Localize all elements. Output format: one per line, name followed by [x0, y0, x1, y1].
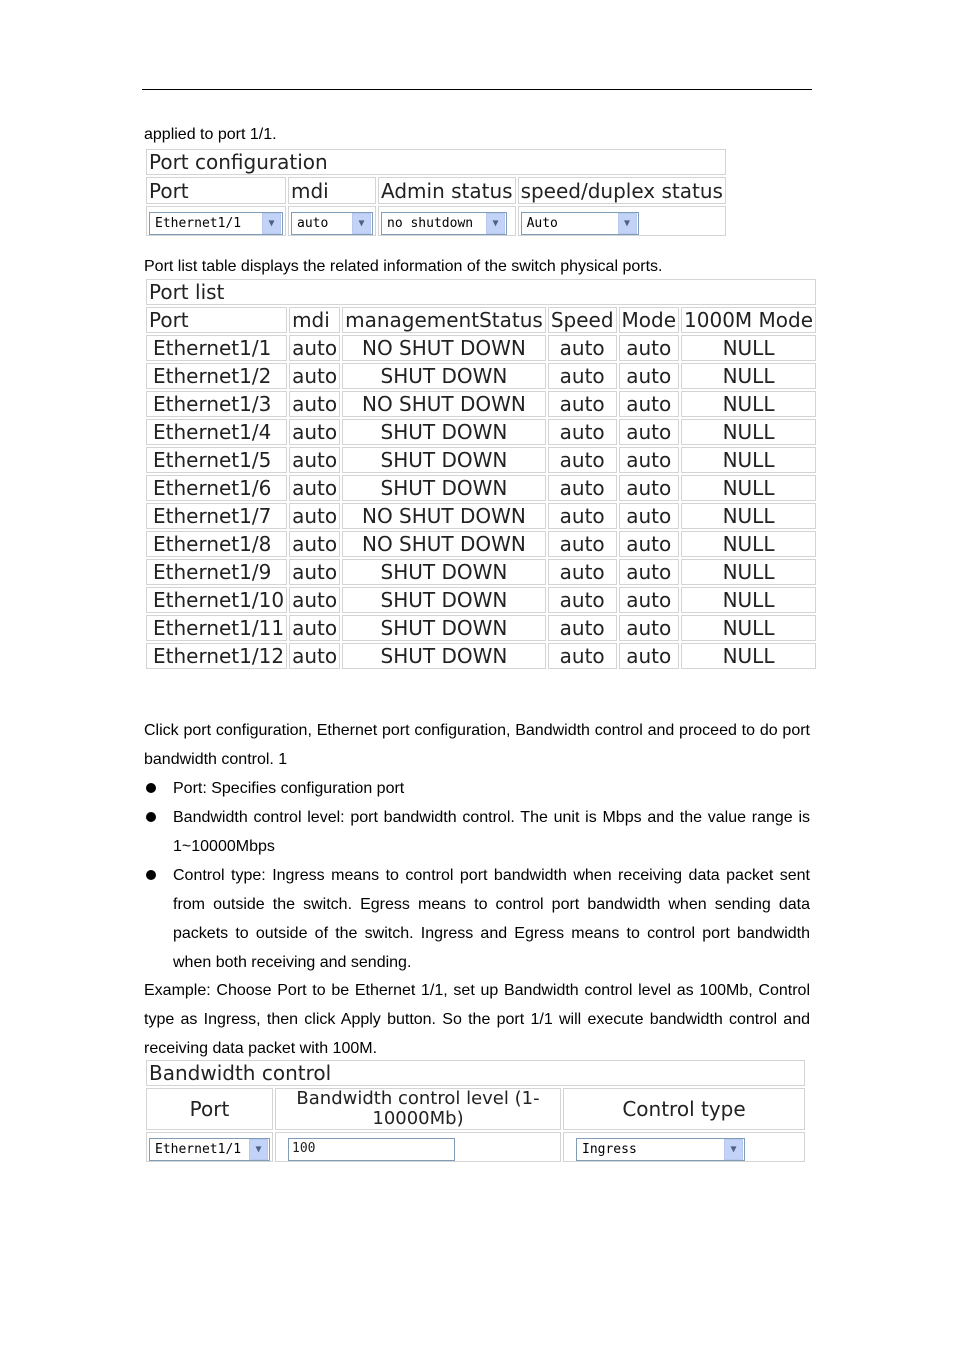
cell-management-status: NO SHUT DOWN	[342, 531, 546, 557]
cell-speed: auto	[548, 419, 617, 445]
cell-port: Ethernet1/4	[146, 419, 287, 445]
cell-port: Ethernet1/10	[146, 587, 287, 613]
table-row	[146, 475, 816, 501]
cell-management-status: SHUT DOWN	[342, 587, 546, 613]
control-type-select[interactable]	[576, 1138, 745, 1161]
cell-management-status: SHUT DOWN	[342, 363, 546, 389]
bullet-icon	[146, 783, 156, 793]
cell-mode: auto	[619, 559, 680, 585]
bandwidth-level-input[interactable]: 100	[288, 1138, 455, 1161]
cell-port: Ethernet1/1	[146, 335, 287, 361]
bandwidth-intro: Click port configuration, Ethernet port configuration, Bandwidth control and proceed to do port bandwidth control. 1	[144, 722, 810, 768]
cell-management-status: SHUT DOWN	[342, 615, 546, 641]
cell-mdi: auto	[289, 447, 340, 473]
chevron-down-icon: ▼	[486, 213, 505, 234]
port-select-value: Ethernet1/1	[155, 215, 242, 231]
port-list-caption: Port list table displays the related information of the switch physical ports.	[144, 258, 663, 275]
bullet-bandwidth-level: Bandwidth control level: port bandwidth control. The unit is Mbps and the value range is 1~10000Mbps	[173, 809, 810, 855]
cell-mode: auto	[619, 419, 680, 445]
port-select[interactable]	[149, 212, 283, 235]
cell-port: Ethernet1/8	[146, 531, 287, 557]
cell-mdi: auto	[289, 559, 340, 585]
cell-speed: auto	[548, 475, 617, 501]
table-row	[146, 391, 816, 417]
cell-mode: auto	[619, 391, 680, 417]
cell-mdi: auto	[289, 615, 340, 641]
cell-management-status: NO SHUT DOWN	[342, 391, 546, 417]
example-paragraph: Example: Choose Port to be Ethernet 1/1, set up Bandwidth control level as 100Mb, Control type as Ingress, then click Apply button. So the port 1/1 will execute bandwidth control and receiving data packet with 100M.	[144, 982, 810, 1057]
cell-mode: auto	[619, 447, 680, 473]
bc-port-select[interactable]	[149, 1138, 270, 1161]
port-list-title: Port list	[146, 279, 816, 305]
pl-header-speed: Speed	[548, 307, 617, 333]
cell-port: Ethernet1/9	[146, 559, 287, 585]
cell-mode: auto	[619, 363, 680, 389]
cell-1000m-mode: NULL	[681, 587, 816, 613]
pl-header-mode: Mode	[619, 307, 680, 333]
cell-port: Ethernet1/2	[146, 363, 287, 389]
table-row	[146, 363, 816, 389]
cell-1000m-mode: NULL	[681, 447, 816, 473]
cell-mdi: auto	[289, 587, 340, 613]
admin-status-select-value: no shutdown	[387, 215, 474, 231]
bc-port-select-value: Ethernet1/1	[155, 1141, 242, 1157]
cell-1000m-mode: NULL	[681, 503, 816, 529]
port-configuration-panel	[144, 147, 727, 238]
cell-port: Ethernet1/7	[146, 503, 287, 529]
cell-port: Ethernet1/6	[146, 475, 287, 501]
cell-speed: auto	[548, 447, 617, 473]
cell-mode: auto	[619, 475, 680, 501]
cell-speed: auto	[548, 531, 617, 557]
control-type-select-value: Ingress	[582, 1141, 637, 1157]
table-row	[146, 615, 816, 641]
cell-mode: auto	[619, 615, 680, 641]
cell-speed: auto	[548, 643, 617, 669]
pc-header-mdi: mdi	[288, 177, 376, 204]
cell-speed: auto	[548, 363, 617, 389]
mdi-select-value: auto	[297, 215, 329, 231]
bullet-control-type: Control type: Ingress means to control port bandwidth when receiving data packet sent from outside the switch. Egress means to control port bandwidth when sending data packets to outside of the switch. Ingress and Egress means to control port bandwidth when both receiving and sending.	[173, 867, 810, 971]
cell-management-status: SHUT DOWN	[342, 559, 546, 585]
table-row	[146, 531, 816, 557]
pc-header-admin: Admin status	[378, 177, 516, 204]
cell-port: Ethernet1/11	[146, 615, 287, 641]
cell-speed: auto	[548, 615, 617, 641]
bandwidth-control-panel	[144, 1058, 807, 1164]
admin-status-select[interactable]	[381, 212, 507, 235]
port-list-panel	[144, 277, 814, 671]
cell-1000m-mode: NULL	[681, 643, 816, 669]
cell-port: Ethernet1/3	[146, 391, 287, 417]
chevron-down-icon: ▼	[618, 213, 637, 234]
header-rule	[142, 89, 812, 90]
bullet-icon	[146, 870, 156, 880]
cell-speed: auto	[548, 391, 617, 417]
pl-header-port: Port	[146, 307, 287, 333]
speed-duplex-select[interactable]	[521, 212, 639, 235]
cell-management-status: SHUT DOWN	[342, 643, 546, 669]
cell-mdi: auto	[289, 419, 340, 445]
cell-management-status: NO SHUT DOWN	[342, 503, 546, 529]
cell-port: Ethernet1/12	[146, 643, 287, 669]
cell-mode: auto	[619, 503, 680, 529]
port-configuration-title: Port configuration	[146, 149, 726, 175]
pl-header-1000m-mode: 1000M Mode	[681, 307, 816, 333]
cell-1000m-mode: NULL	[681, 475, 816, 501]
bc-header-type: Control type	[563, 1088, 805, 1130]
cell-1000m-mode: NULL	[681, 615, 816, 641]
speed-duplex-select-value: Auto	[526, 215, 558, 231]
mdi-select[interactable]	[291, 212, 373, 235]
chevron-down-icon: ▼	[724, 1139, 743, 1160]
table-row	[146, 643, 816, 669]
cell-mode: auto	[619, 531, 680, 557]
cell-1000m-mode: NULL	[681, 559, 816, 585]
cell-1000m-mode: NULL	[681, 335, 816, 361]
intro-line: applied to port 1/1.	[144, 126, 277, 143]
pl-header-mdi: mdi	[289, 307, 340, 333]
chevron-down-icon: ▼	[262, 213, 281, 234]
bc-header-port: Port	[146, 1088, 273, 1130]
cell-port: Ethernet1/5	[146, 447, 287, 473]
cell-management-status: SHUT DOWN	[342, 419, 546, 445]
cell-1000m-mode: NULL	[681, 363, 816, 389]
cell-management-status: SHUT DOWN	[342, 475, 546, 501]
bandwidth-control-title: Bandwidth control	[146, 1060, 805, 1086]
cell-mode: auto	[619, 587, 680, 613]
bullet-icon	[146, 812, 156, 822]
bullet-port: Port: Specifies configuration port	[173, 780, 405, 797]
cell-management-status: NO SHUT DOWN	[342, 335, 546, 361]
cell-speed: auto	[548, 587, 617, 613]
cell-mdi: auto	[289, 643, 340, 669]
pl-header-management-status: managementStatus	[342, 307, 546, 333]
cell-1000m-mode: NULL	[681, 531, 816, 557]
cell-1000m-mode: NULL	[681, 419, 816, 445]
table-row	[146, 503, 816, 529]
cell-mdi: auto	[289, 531, 340, 557]
cell-mdi: auto	[289, 391, 340, 417]
pc-header-speed: speed/duplex status	[518, 177, 726, 204]
table-row	[146, 335, 816, 361]
cell-management-status: SHUT DOWN	[342, 447, 546, 473]
cell-1000m-mode: NULL	[681, 391, 816, 417]
cell-mdi: auto	[289, 503, 340, 529]
cell-mdi: auto	[289, 335, 340, 361]
table-row	[146, 587, 816, 613]
cell-speed: auto	[548, 503, 617, 529]
cell-mode: auto	[619, 643, 680, 669]
cell-mdi: auto	[289, 363, 340, 389]
bc-header-level: Bandwidth control level (1-10000Mb)	[275, 1088, 561, 1130]
table-row	[146, 419, 816, 445]
chevron-down-icon: ▼	[249, 1139, 268, 1160]
cell-speed: auto	[548, 335, 617, 361]
cell-speed: auto	[548, 559, 617, 585]
chevron-down-icon: ▼	[352, 213, 371, 234]
table-row	[146, 559, 816, 585]
cell-mode: auto	[619, 335, 680, 361]
cell-mdi: auto	[289, 475, 340, 501]
pc-header-port: Port	[146, 177, 286, 204]
table-row	[146, 447, 816, 473]
